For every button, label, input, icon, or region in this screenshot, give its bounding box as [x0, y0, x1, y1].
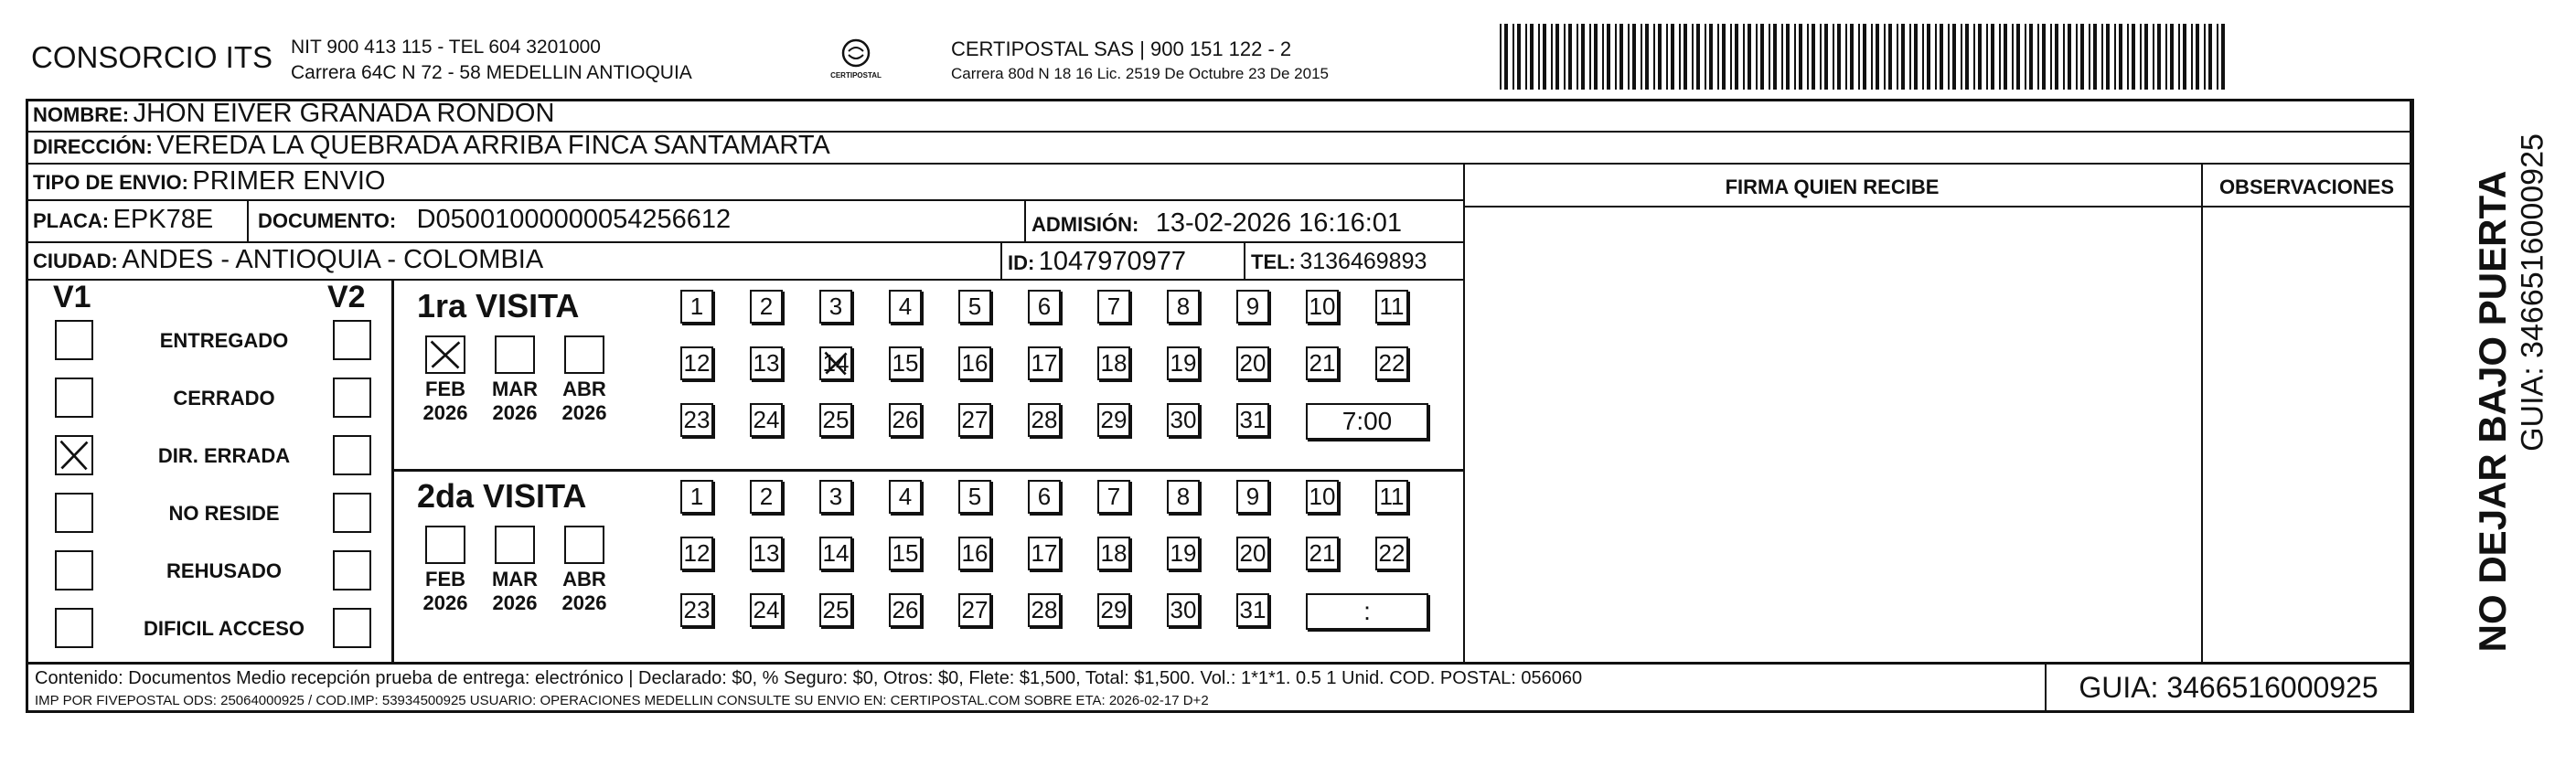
second-visit-day-box[interactable]: 6: [1028, 480, 1061, 514]
barcode-bar: [1735, 24, 1738, 90]
barcode-bar: [1999, 24, 2001, 90]
certipostal-license-line: Carrera 80d N 18 16 Lic. 2519 De Octubre 23 De 2015: [951, 65, 1329, 82]
barcode-bar: [2050, 24, 2052, 90]
nombre-label: NOMBRE:: [33, 103, 130, 126]
barcode-bar: [1543, 24, 1546, 90]
barcode-bar: [1799, 24, 1802, 90]
barcode-bar: [1756, 24, 1758, 90]
barcode-bar: [1679, 24, 1681, 90]
status-option-label: CERRADO: [173, 387, 275, 410]
second-visit-day-box[interactable]: 25: [819, 593, 852, 627]
barcode-bar: [2101, 24, 2103, 90]
tel-value: 3136469893: [1299, 249, 1427, 274]
barcode: [1500, 24, 2231, 90]
barcode-bar: [2016, 24, 2020, 90]
second-visit-title: 2da VISITA: [417, 477, 587, 515]
second-visit-day-box[interactable]: 5: [958, 480, 991, 514]
barcode-bar: [1525, 24, 1527, 90]
barcode-bar: [1512, 24, 1514, 90]
barcode-bar: [1786, 24, 1790, 90]
second-visit-day-box[interactable]: 10: [1306, 480, 1339, 514]
v1-checkbox[interactable]: [55, 550, 93, 590]
logo-text: CERTIPOSTAL: [830, 71, 882, 80]
v1-checkbox[interactable]: [55, 608, 93, 648]
barcode-bar: [2221, 24, 2225, 90]
barcode-bar: [2178, 24, 2180, 90]
barcode-bar: [1927, 24, 1930, 90]
footer-print-line: IMP POR FIVEPOSTAL ODS: 25064000925 / COD.IMP: 53934500925 USUARIO: OPERACIONES MEDELLIN CONSULTE SU ENVIO EN: CERTIPOSTAL.COM SOBRE ETA: 2026-02-17 D+2: [35, 693, 1209, 708]
tel-cell: [1251, 249, 1427, 275]
barcode-bar: [1666, 24, 1668, 90]
direccion-value: VEREDA LA QUEBRADA ARRIBA FINCA SANTAMARTA: [156, 131, 830, 160]
barcode-bar: [2165, 24, 2167, 90]
first-visit-day-box[interactable]: 26: [889, 403, 922, 437]
barcode-bar: [1837, 24, 1841, 90]
second-visit-day-box[interactable]: 18: [1097, 537, 1130, 570]
second-visit-month-label: MAR 2026: [491, 568, 539, 614]
second-visit-day-box[interactable]: 26: [889, 593, 922, 627]
barcode-bar: [1820, 24, 1822, 90]
barcode-bar: [1530, 24, 1534, 90]
barcode-bar: [1500, 24, 1502, 90]
barcode-bar: [2119, 24, 2122, 90]
barcode-bar: [2076, 24, 2078, 90]
admision-value: 13-02-2026 16:16:01: [1155, 208, 1403, 238]
barcode-bar: [1978, 24, 1982, 90]
barcode-bar: [1871, 24, 1873, 90]
footer-guia: GUIA: 3466516000925: [2079, 671, 2378, 704]
barcode-bar: [1769, 24, 1770, 90]
first-visit-day-box[interactable]: 7: [1097, 290, 1130, 324]
barcode-bar: [1812, 24, 1815, 90]
barcode-bar: [2208, 24, 2212, 90]
barcode-bar: [2183, 24, 2186, 90]
first-visit-month-label: MAR 2026: [491, 378, 539, 424]
second-visit-month-label: ABR 2026: [561, 568, 607, 614]
v1-checkbox[interactable]: [55, 435, 93, 475]
second-visit-month-checkbox[interactable]: [564, 526, 604, 564]
company-address-line: Carrera 64C N 72 - 58 MEDELLIN ANTIOQUIA: [291, 62, 692, 83]
side-warning: NO DEJAR BAJO PUERTA: [2471, 170, 2514, 653]
barcode-bar: [1619, 24, 1623, 90]
barcode-bar: [1833, 24, 1834, 90]
first-visit-day-box[interactable]: 22: [1375, 346, 1408, 380]
status-option-label: DIFICIL ACCESO: [143, 617, 305, 640]
first-visit-day-box[interactable]: 12: [680, 346, 713, 380]
barcode-bar: [2080, 24, 2084, 90]
admision-cell: [1031, 208, 1402, 239]
first-visit-day-box[interactable]: 9: [1236, 290, 1269, 324]
barcode-bar: [1632, 24, 1636, 90]
v2-checkbox[interactable]: [333, 320, 371, 360]
second-visit-day-box[interactable]: 1: [680, 480, 713, 514]
barcode-bar: [1760, 24, 1764, 90]
first-visit-month-checkbox[interactable]: [495, 335, 535, 374]
footer-content-line: Contenido: Documentos Medio recepción prueba de entrega: electrónico | Declarado: $0, % Seguro: $0, Otros: $0, Flete: $1,500, Total: $1,500. Vol.: 1*1*1. 0.5 1 Unid. COD. POSTAL: 056060: [35, 668, 1583, 688]
first-visit-day-box[interactable]: 11: [1375, 290, 1408, 324]
ciudad-value: ANDES - ANTIOQUIA - COLOMBIA: [122, 245, 544, 274]
first-visit-day-box[interactable]: 5: [958, 290, 991, 324]
admision-label: ADMISIÓN:: [1031, 213, 1139, 236]
v1-checkbox[interactable]: [55, 493, 93, 533]
second-visit-day-box[interactable]: 7: [1097, 480, 1130, 514]
first-visit-month-label: FEB 2026: [422, 378, 468, 424]
first-visit-day-box[interactable]: 20: [1236, 346, 1269, 380]
v2-checkbox[interactable]: [333, 378, 371, 418]
barcode-bar: [1517, 24, 1521, 90]
barcode-bar: [1863, 24, 1866, 90]
barcode-bar: [2106, 24, 2110, 90]
v2-header: V2: [327, 280, 366, 314]
barcode-bar: [2153, 24, 2154, 90]
barcode-bar: [2170, 24, 2174, 90]
barcode-bar: [1824, 24, 1828, 90]
barcode-bar: [2042, 24, 2046, 90]
first-visit-day-box[interactable]: 16: [958, 346, 991, 380]
tel-label: TEL:: [1251, 250, 1296, 273]
v2-checkbox[interactable]: [333, 493, 371, 533]
barcode-bar: [1696, 24, 1700, 90]
barcode-bar: [1888, 24, 1892, 90]
barcode-bar: [1743, 24, 1745, 90]
v2-checkbox[interactable]: [333, 435, 371, 475]
first-visit-day-box[interactable]: 18: [1097, 346, 1130, 380]
tipo-envio-row: [33, 166, 385, 197]
barcode-bar: [1504, 24, 1508, 90]
second-visit-day-box[interactable]: 13: [750, 537, 783, 570]
first-visit-day-box[interactable]: 8: [1167, 290, 1200, 324]
barcode-bar: [1683, 24, 1687, 90]
barcode-bar: [2055, 24, 2058, 90]
first-visit-day-box[interactable]: 2: [750, 290, 783, 324]
first-visit-day-box[interactable]: 24: [750, 403, 783, 437]
x-mark-icon: [57, 437, 91, 473]
barcode-bar: [1807, 24, 1809, 90]
second-visit-day-box[interactable]: 12: [680, 537, 713, 570]
second-visit-day-box[interactable]: 30: [1167, 593, 1200, 627]
tipo-envio-label: TIPO DE ENVIO:: [33, 171, 188, 194]
id-label: ID:: [1008, 251, 1035, 274]
first-visit-day-box[interactable]: 15: [889, 346, 922, 380]
second-visit-month-checkbox[interactable]: [495, 526, 535, 564]
barcode-bar: [2132, 24, 2135, 90]
barcode-bar: [1653, 24, 1655, 90]
barcode-bar: [1940, 24, 1943, 90]
status-option-label: ENTREGADO: [159, 329, 289, 352]
status-option-label: REHUSADO: [166, 559, 282, 582]
second-visit-day-box[interactable]: 11: [1375, 480, 1408, 514]
second-visit-time-box[interactable]: :: [1306, 593, 1428, 630]
barcode-bar: [1705, 24, 1706, 90]
barcode-bar: [2204, 24, 2206, 90]
placa-value: EPK78E: [112, 205, 214, 234]
second-visit-day-box[interactable]: 4: [889, 480, 922, 514]
barcode-bar: [1602, 24, 1604, 90]
barcode-bar: [1577, 24, 1578, 90]
barcode-bar: [1909, 24, 1911, 90]
barcode-bar: [1858, 24, 1860, 90]
barcode-bar: [2012, 24, 2014, 90]
id-value: 1047970977: [1038, 247, 1187, 276]
first-visit-day-box[interactable]: 10: [1306, 290, 1339, 324]
first-visit-day-box[interactable]: 28: [1028, 403, 1061, 437]
barcode-bar: [1692, 24, 1694, 90]
barcode-bar: [1645, 24, 1649, 90]
barcode-bar: [1709, 24, 1713, 90]
barcode-bar: [2025, 24, 2026, 90]
first-visit-month-checkbox[interactable]: [564, 335, 604, 374]
observaciones-header: OBSERVACIONES: [2218, 176, 2395, 198]
barcode-bar: [1538, 24, 1540, 90]
barcode-bar: [2063, 24, 2065, 90]
first-visit-day-box[interactable]: 14: [819, 346, 852, 380]
second-visit-month-checkbox[interactable]: [425, 526, 465, 564]
second-visit-day-box[interactable]: 15: [889, 537, 922, 570]
barcode-bar: [2037, 24, 2039, 90]
barcode-bar: [1845, 24, 1847, 90]
second-visit-day-box[interactable]: 8: [1167, 480, 1200, 514]
first-visit-day-box[interactable]: 29: [1097, 403, 1130, 437]
second-visit-day-box[interactable]: 27: [958, 593, 991, 627]
company-name: CONSORCIO ITS: [31, 40, 273, 74]
second-visit-day-box[interactable]: 9: [1236, 480, 1269, 514]
barcode-bar: [2114, 24, 2116, 90]
certipostal-logo: [830, 35, 882, 86]
second-visit-day-box[interactable]: 2: [750, 480, 783, 514]
barcode-bar: [2068, 24, 2071, 90]
x-mark-icon: [821, 348, 850, 378]
barcode-bar: [1730, 24, 1732, 90]
status-option-label: NO RESIDE: [168, 502, 280, 525]
barcode-bar: [1671, 24, 1674, 90]
first-visit-day-box[interactable]: 23: [680, 403, 713, 437]
second-visit-day-box[interactable]: 19: [1167, 537, 1200, 570]
nombre-value: JHON EIVER GRANADA RONDON: [133, 99, 555, 128]
second-visit-day-box[interactable]: 22: [1375, 537, 1408, 570]
barcode-bar: [1914, 24, 1918, 90]
barcode-bar: [1555, 24, 1559, 90]
barcode-bar: [2157, 24, 2161, 90]
second-visit-day-box[interactable]: 20: [1236, 537, 1269, 570]
second-visit-day-box[interactable]: 16: [958, 537, 991, 570]
barcode-bar: [1594, 24, 1598, 90]
first-visit-day-box[interactable]: 3: [819, 290, 852, 324]
barcode-bar: [1922, 24, 1924, 90]
certipostal-nit-line: CERTIPOSTAL SAS | 900 151 122 - 2: [951, 37, 1292, 60]
first-visit-day-box[interactable]: 30: [1167, 403, 1200, 437]
barcode-bar: [2089, 24, 2090, 90]
first-visit-day-box[interactable]: 19: [1167, 346, 1200, 380]
first-visit-day-box[interactable]: 1: [680, 290, 713, 324]
barcode-bar: [1551, 24, 1553, 90]
direccion-row: [33, 131, 830, 161]
barcode-bar: [1615, 24, 1617, 90]
barcode-bar: [1901, 24, 1905, 90]
id-cell: [1008, 247, 1186, 277]
second-visit-day-box[interactable]: 31: [1236, 593, 1269, 627]
barcode-bar: [1961, 24, 1962, 90]
second-visit-day-box[interactable]: 23: [680, 593, 713, 627]
documento-value: D05001000000054256612: [416, 205, 732, 234]
second-visit-day-box[interactable]: 24: [750, 593, 783, 627]
second-visit-day-box[interactable]: 29: [1097, 593, 1130, 627]
barcode-bar: [2144, 24, 2148, 90]
barcode-bar: [1607, 24, 1610, 90]
first-visit-day-box[interactable]: 6: [1028, 290, 1061, 324]
barcode-bar: [1876, 24, 1879, 90]
barcode-bar: [1564, 24, 1566, 90]
second-visit-month-label: FEB 2026: [422, 568, 468, 614]
first-visit-day-box[interactable]: 31: [1236, 403, 1269, 437]
ciudad-label: CIUDAD:: [33, 250, 118, 272]
first-visit-day-box[interactable]: 17: [1028, 346, 1061, 380]
barcode-bar: [1850, 24, 1854, 90]
barcode-bar: [1794, 24, 1796, 90]
barcode-bar: [1965, 24, 1969, 90]
barcode-bar: [1884, 24, 1886, 90]
placa-label: PLACA:: [33, 209, 110, 232]
barcode-bar: [1658, 24, 1662, 90]
second-visit-day-box[interactable]: 3: [819, 480, 852, 514]
ciudad-cell: [33, 245, 543, 275]
barcode-bar: [2127, 24, 2129, 90]
barcode-bar: [1748, 24, 1751, 90]
barcode-bar: [1935, 24, 1937, 90]
barcode-bar: [1581, 24, 1585, 90]
v2-checkbox[interactable]: [333, 608, 371, 648]
barcode-bar: [2004, 24, 2007, 90]
v1-header: V1: [53, 280, 91, 314]
barcode-bar: [1568, 24, 1572, 90]
first-visit-day-box[interactable]: 13: [750, 346, 783, 380]
v1-checkbox[interactable]: [55, 378, 93, 418]
side-guia: GUIA: 3466516000925: [2515, 133, 2550, 452]
barcode-bar: [2029, 24, 2033, 90]
first-visit-day-box[interactable]: 25: [819, 403, 852, 437]
nombre-row: [33, 99, 554, 129]
barcode-bar: [1991, 24, 1994, 90]
second-visit-day-box[interactable]: 21: [1306, 537, 1339, 570]
second-visit-day-box[interactable]: 17: [1028, 537, 1061, 570]
first-visit-day-box[interactable]: 21: [1306, 346, 1339, 380]
v1-checkbox[interactable]: [55, 320, 93, 360]
v2-checkbox[interactable]: [333, 550, 371, 590]
first-visit-day-box[interactable]: 4: [889, 290, 922, 324]
barcode-bar: [1952, 24, 1956, 90]
first-visit-time-box[interactable]: 7:00: [1306, 403, 1428, 440]
barcode-bar: [1641, 24, 1642, 90]
barcode-bar: [1722, 24, 1726, 90]
second-visit-day-box[interactable]: 28: [1028, 593, 1061, 627]
barcode-bar: [1773, 24, 1777, 90]
direccion-label: DIRECCIÓN:: [33, 135, 153, 158]
barcode-bar: [1897, 24, 1898, 90]
company-nit-line: NIT 900 413 115 - TEL 604 3201000: [291, 37, 601, 58]
barcode-bar: [2217, 24, 2218, 90]
barcode-bar: [1717, 24, 1719, 90]
first-visit-title: 1ra VISITA: [417, 287, 580, 324]
x-mark-icon: [427, 337, 464, 372]
second-visit-day-box[interactable]: 14: [819, 537, 852, 570]
first-visit-month-checkbox[interactable]: [425, 335, 465, 374]
firma-header: FIRMA QUIEN RECIBE: [1725, 176, 1940, 198]
first-visit-month-label: ABR 2026: [561, 378, 607, 424]
barcode-bar: [1628, 24, 1630, 90]
barcode-bar: [2093, 24, 2097, 90]
barcode-bar: [2191, 24, 2193, 90]
barcode-bar: [2140, 24, 2142, 90]
barcode-bar: [1948, 24, 1950, 90]
barcode-bar: [1986, 24, 1988, 90]
placa-cell: [33, 205, 213, 235]
first-visit-day-box[interactable]: 27: [958, 403, 991, 437]
documento-label: DOCUMENTO:: [258, 209, 397, 232]
barcode-bar: [1781, 24, 1783, 90]
status-option-label: DIR. ERRADA: [157, 444, 291, 467]
barcode-bar: [1589, 24, 1591, 90]
documento-cell: [258, 205, 731, 235]
barcode-bar: [1973, 24, 1975, 90]
barcode-bar: [2196, 24, 2199, 90]
tipo-envio-value: PRIMER ENVIO: [192, 166, 386, 196]
